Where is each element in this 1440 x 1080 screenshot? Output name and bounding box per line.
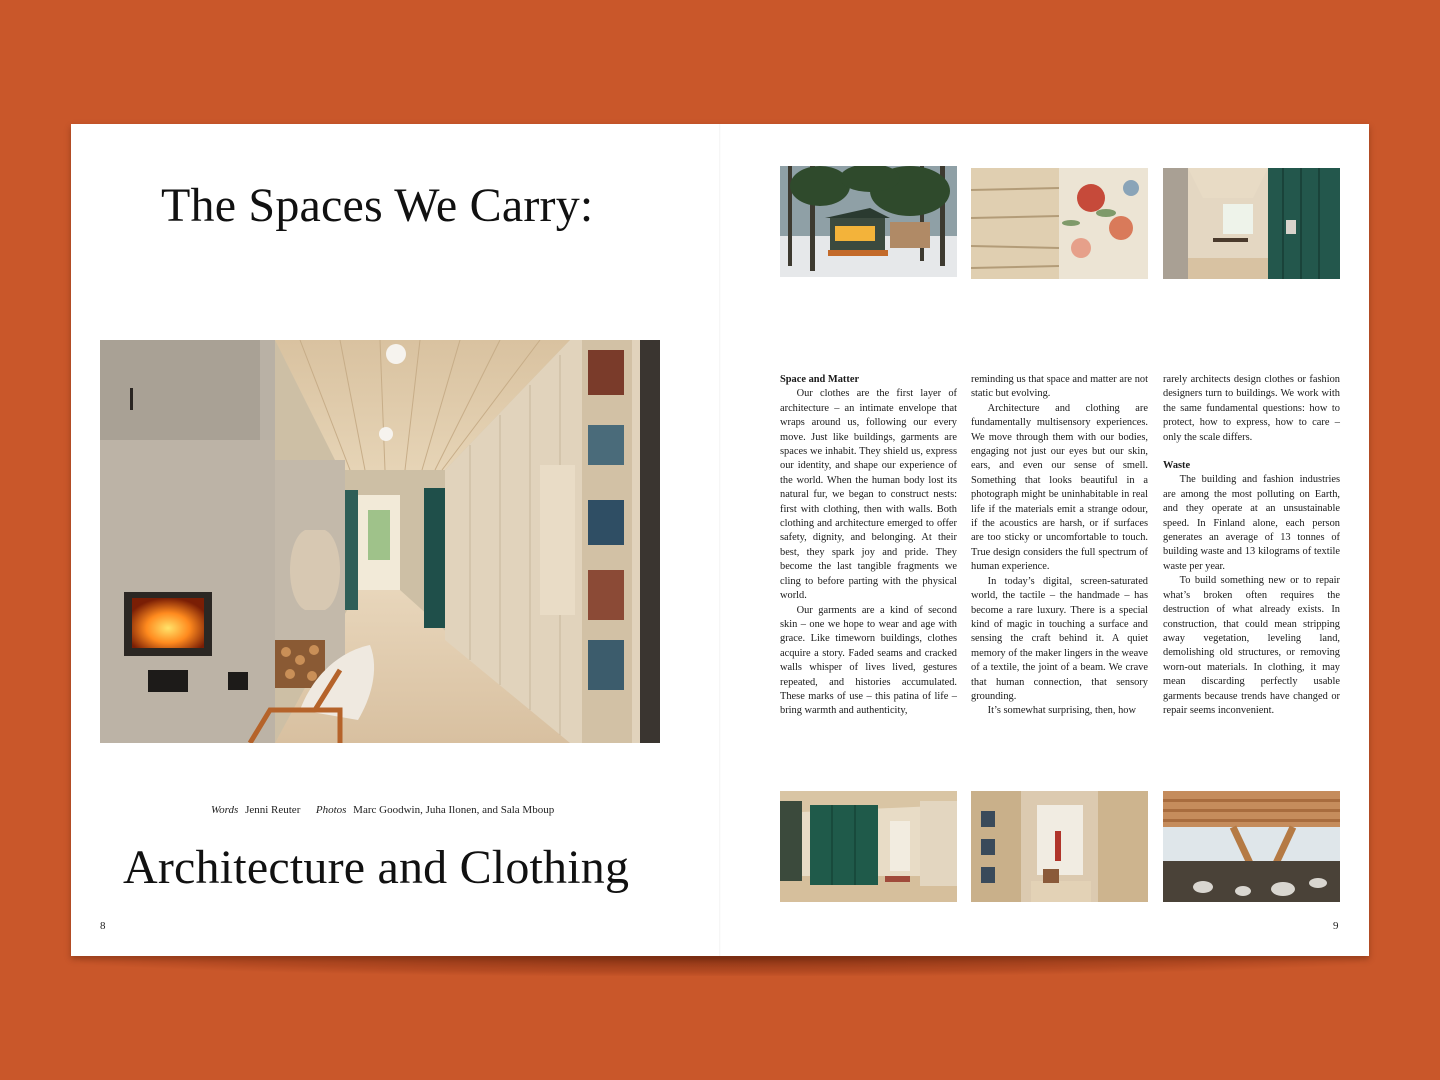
page-number-right: 9 [1333, 920, 1339, 932]
author-name: Jenni Reuter [245, 804, 301, 816]
page-number-left: 8 [100, 920, 106, 932]
hero-photo-fireplace-corridor [100, 340, 660, 743]
photo-interior-green-door [1163, 168, 1340, 279]
photos-label: Photos [315, 804, 347, 816]
heading-space-and-matter: Space and Matter [780, 374, 860, 385]
heading-waste: Waste [1163, 460, 1191, 472]
title-top: The Spaces We Carry: [161, 179, 594, 232]
text-column-1 [780, 373, 957, 719]
photo-shingled-roof-structure [1163, 791, 1340, 902]
photographer-names: Marc Goodwin, Juha Ilonen, and Sala Mboup [353, 804, 555, 816]
paragraph: It’s somewhat surprising, then, how [987, 705, 1136, 717]
photo-wood-and-floral-fabric [971, 168, 1148, 279]
paragraph: Our clothes are the first layer of architecture – an intimate envelope that wraps around us, following our every move. Just like buildings, garments are spaces we inhabit. They shield us, express our identity, and shape our experience of the world. When the human body lost its natural fur, we began to construct nests: first with clothing, then with walls. Both clothing and architecture emerged to offer safety, dignity, and belonging. At their best, they spark joy and pride. They become the last tangible fragments we cling to before parting with the physical world. [780, 388, 957, 602]
magazine-spread [71, 124, 1369, 956]
text-column-2 [971, 373, 1148, 719]
paragraph: rarely architects design clothes or fashion designers turn to buildings. We work with the same fundamental questions: how to protect, how to express, how to care – only the scale differs. [1163, 374, 1340, 443]
text-column-3 [1163, 373, 1340, 718]
photo-green-cabinet-room [780, 791, 957, 902]
paragraph: In today’s digital, screen-saturated world, the tactile – the handmade – has become a rare luxury. There is a special kind of magic in touching a surface and sensing the craft behind it. A quiet memory of the maker lingers in the weave of a textile, the joint of a beam. We crave that human connection, that sensory grounding. [971, 575, 1148, 702]
words-label: Words [211, 804, 239, 816]
photo-wooden-corridor [971, 791, 1148, 902]
title-bottom: Architecture and Clothing [123, 841, 630, 894]
photo-cabin-forest [780, 166, 957, 277]
paragraph: Our garments are a kind of second skin – one we hope to wear and age with grace. Like timeworn buildings, clothes acquire a story. Faded seams and cracked walls whisper of lives lived, gestures repeated, and histories accumulated. These marks of use – this patina of life – bring warmth and authenticity, [780, 604, 957, 717]
spine-gutter [719, 124, 721, 956]
paragraph: reminding us that space and matter are not static but evolving. [971, 374, 1148, 400]
article-credits [211, 804, 554, 816]
paragraph: Architecture and clothing are fundamentally multisensory experiences. We move through them with our bodies, engaging not just our eyes but our skin, ears, and even our sense of smell. Something that looks beautiful in a photograph might be uninhabitable in real life if the materials emit a strange odour, if the acoustics are harsh, or if surfaces are too sticky or uncomfortable to touch. True design considers the full spectrum of human experience. [971, 402, 1148, 573]
paragraph: The building and fashion industries are among the most polluting on Earth, and they operate at an unsustainable speed. In Finland alone, each person generates an average of 13 tonnes of building waste and 13 kilograms of textile waste per year. [1163, 474, 1340, 572]
paragraph: To build something new or to repair what’s broken often requires the destruction of what already exists. In construction, that could mean stripping away vegetation, leveling land, demolishing old structures, or removing worn-out materials. In clothing, it may mean discarding perfectly usable garments because trends have changed or repair seems inconvenient. [1163, 575, 1340, 716]
hero-photo-drawing [100, 340, 660, 743]
